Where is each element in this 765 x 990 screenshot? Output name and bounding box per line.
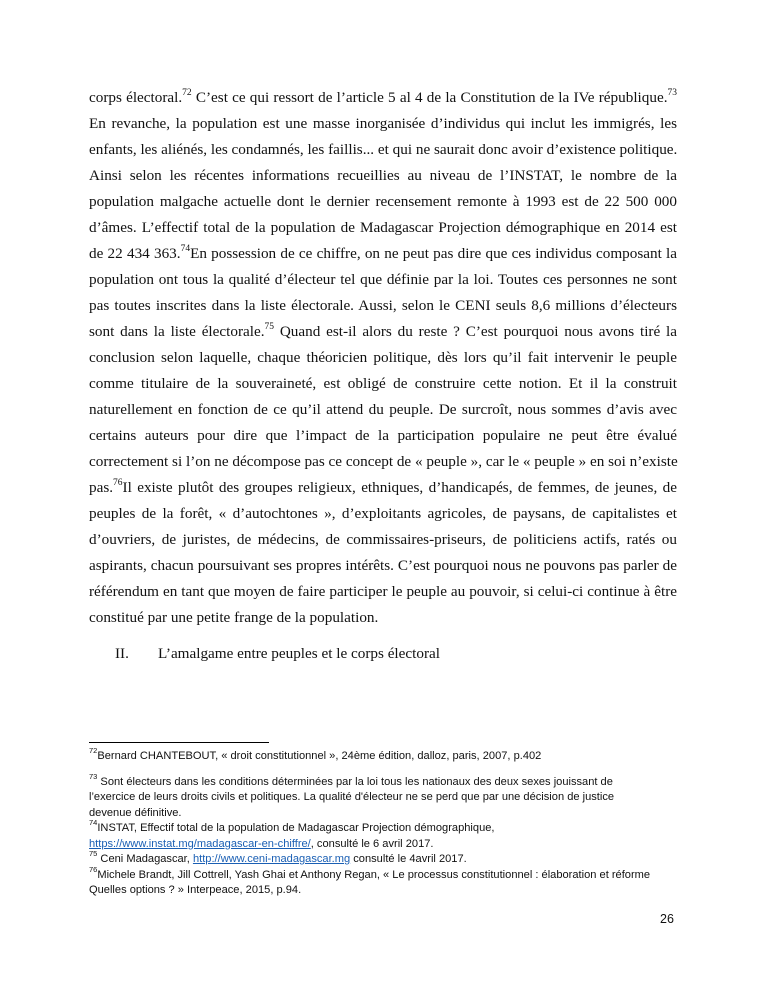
text-run: population ont tous la qualité d’électeur tel que définie par la loi. Toutes ces personnes ne sont [89, 271, 677, 289]
text-run: pas. [89, 479, 114, 497]
text-run: population malgache actuelle dont le dernier recensement remonte à 1993 est de 22 500 000 [89, 193, 677, 211]
footnote [89, 818, 689, 852]
text-line [89, 579, 677, 605]
footnote-line [89, 849, 689, 868]
section-title: L’amalgame entre peuples et le corps électoral [158, 645, 440, 662]
text-line [89, 371, 677, 397]
text-run: Ceni Madagascar, [97, 853, 193, 865]
text-run: correctement si l’on ne décompose pas ce concept de « peuple », car le « peuple » en soi n’existe [89, 453, 678, 471]
text-run: comme titulaire de la souveraineté, est obligé de construire cette notion. Et il la construit [89, 375, 677, 393]
text-line [89, 111, 677, 137]
footnote-reference: 74 [89, 818, 98, 828]
text-line [89, 475, 677, 501]
footnote-link[interactable]: https://www.instat.mg/madagascar-en-chiffre/ [89, 837, 311, 850]
footnote-line [89, 883, 689, 899]
text-run: d’âmes. L’effectif total de la population de Madagascar Projection démographique en 2014 est [89, 219, 677, 237]
footnote-reference: 76 [113, 478, 123, 489]
text-run: En revanche, la population est une masse inorganisée d’individus qui inclut les immigrés, les [89, 115, 677, 133]
text-run: Ainsi selon les récentes informations recueillies au niveau de l’INSTAT, le nombre de la [89, 167, 677, 185]
text-line [89, 163, 677, 189]
text-line [89, 449, 677, 475]
footnote-line [89, 746, 689, 765]
text-run: Michele Brandt, Jill Cottrell, Yash Ghai et Anthony Regan, « Le processus constitutionnel : élaboration et réforme [97, 868, 651, 881]
footnote-line [89, 790, 689, 806]
text-run: certains auteurs pour dire que l’impact de la participation populaire ne peut être évalué [89, 427, 677, 445]
text-run: l’exercice de leurs droits civils et politiques. La qualité d'électeur ne se perd que par une décision de justice [89, 791, 615, 803]
text-line [89, 345, 677, 371]
text-run: En possession de ce chiffre, on ne peut pas dire que ces individus composant la [190, 245, 677, 263]
footnote-reference: 72 [89, 746, 98, 756]
text-line [89, 423, 677, 449]
text-line [89, 137, 677, 163]
footnote-line [89, 837, 689, 853]
footnote-line [89, 806, 689, 822]
footnote-reference: 73 [667, 87, 677, 98]
text-run: conclusion selon laquelle, chaque théoricien politique, dès lors qu’il fait intervenir le peuple [89, 349, 677, 367]
footnote [89, 849, 689, 868]
footnote [89, 864, 689, 899]
footnote [89, 771, 689, 822]
text-line [89, 553, 677, 579]
text-line [89, 189, 677, 215]
text-run: sont dans la liste électorale. [89, 323, 265, 341]
text-run: de 22 434 363. [89, 245, 181, 263]
footnotes [89, 746, 689, 899]
text-run: INSTAT, Effectif total de la population de Madagascar Projection démographique, [97, 822, 495, 834]
footnote-reference: 76 [89, 864, 98, 874]
footnote-reference: 75 [264, 322, 275, 333]
footnote-line [89, 818, 689, 837]
text-line [89, 397, 677, 423]
text-run: , consulté le 6 avril 2017. [310, 837, 434, 850]
text-line [89, 293, 677, 319]
text-run: devenue définitive. [89, 806, 182, 819]
text-run: C’est ce qui ressort de l’article 5 al 4 de la Constitution de la IVe république. [191, 89, 668, 106]
text-line [89, 605, 677, 631]
text-run: constitué par une petite frange de la population. [89, 609, 379, 627]
text-run: Sont électeurs dans les conditions déterminées par la loi tous les nationaux des deux sexes jouissant de [97, 775, 613, 788]
text-run: Bernard CHANTEBOUT, « droit constitutionnel », 24ème édition, dalloz, paris, 2007, p.402 [97, 750, 542, 762]
footnote-line [89, 864, 689, 884]
body-paragraph [89, 85, 677, 631]
section-number: II. [115, 645, 129, 662]
footnote-line [89, 771, 689, 791]
text-line [89, 215, 677, 241]
text-run: pas toutes inscrites dans la liste électorale. Aussi, selon le CENI seuls 8,6 millions d’électeurs [89, 297, 677, 315]
footnote [89, 746, 689, 765]
text-run: aspirants, chacun poursuivant ses propres intérêts. C’est pourquoi nous ne pouvons pas parler de [89, 557, 677, 575]
text-run: d’ouvriers, de juristes, de médecins, de commissaires-priseurs, de politiciens actifs, ratés ou [89, 531, 677, 549]
text-run: consulté le 4avril 2017. [350, 853, 467, 865]
footnote-link[interactable]: http://www.ceni-madagascar.mg [192, 853, 351, 865]
text-run: corps électoral. [89, 89, 183, 106]
text-run: Quand est-il alors du reste ? C’est pourquoi nous avons tiré la [274, 323, 677, 341]
footnote-separator [89, 742, 269, 743]
text-line [89, 501, 677, 527]
footnote-reference: 75 [89, 849, 98, 859]
text-line [89, 241, 677, 267]
footnote-reference: 73 [89, 771, 98, 781]
text-line [89, 527, 677, 553]
text-line [89, 319, 677, 345]
page-number: 26 [660, 912, 674, 926]
text-run: naturellement en fonction de ce qu’il attend du peuple. De surcroît, nous sommes d’avis avec [89, 401, 677, 419]
text-run: référendum en tant que moyen de faire participer le peuple au pouvoir, si celui-ci continue à être [89, 583, 677, 601]
text-run: peuples de la forêt, « d’autochtones », d’exploitants agricoles, de paysans, de capitalistes et [89, 505, 677, 523]
text-run: Il existe plutôt des groupes religieux, ethniques, d’handicapés, de femmes, de jeunes, de [122, 479, 677, 497]
section-heading [115, 641, 440, 667]
text-run: enfants, les aliénés, les condamnés, les faillis... et qui ne saurait donc avoir d’existence politique. [89, 141, 678, 159]
text-line [89, 85, 677, 111]
footnote-reference: 74 [180, 244, 191, 255]
footnote-reference: 72 [182, 87, 192, 98]
text-line [89, 267, 677, 293]
text-run: Quelles options ? » Interpeace, 2015, p.94. [89, 884, 302, 896]
